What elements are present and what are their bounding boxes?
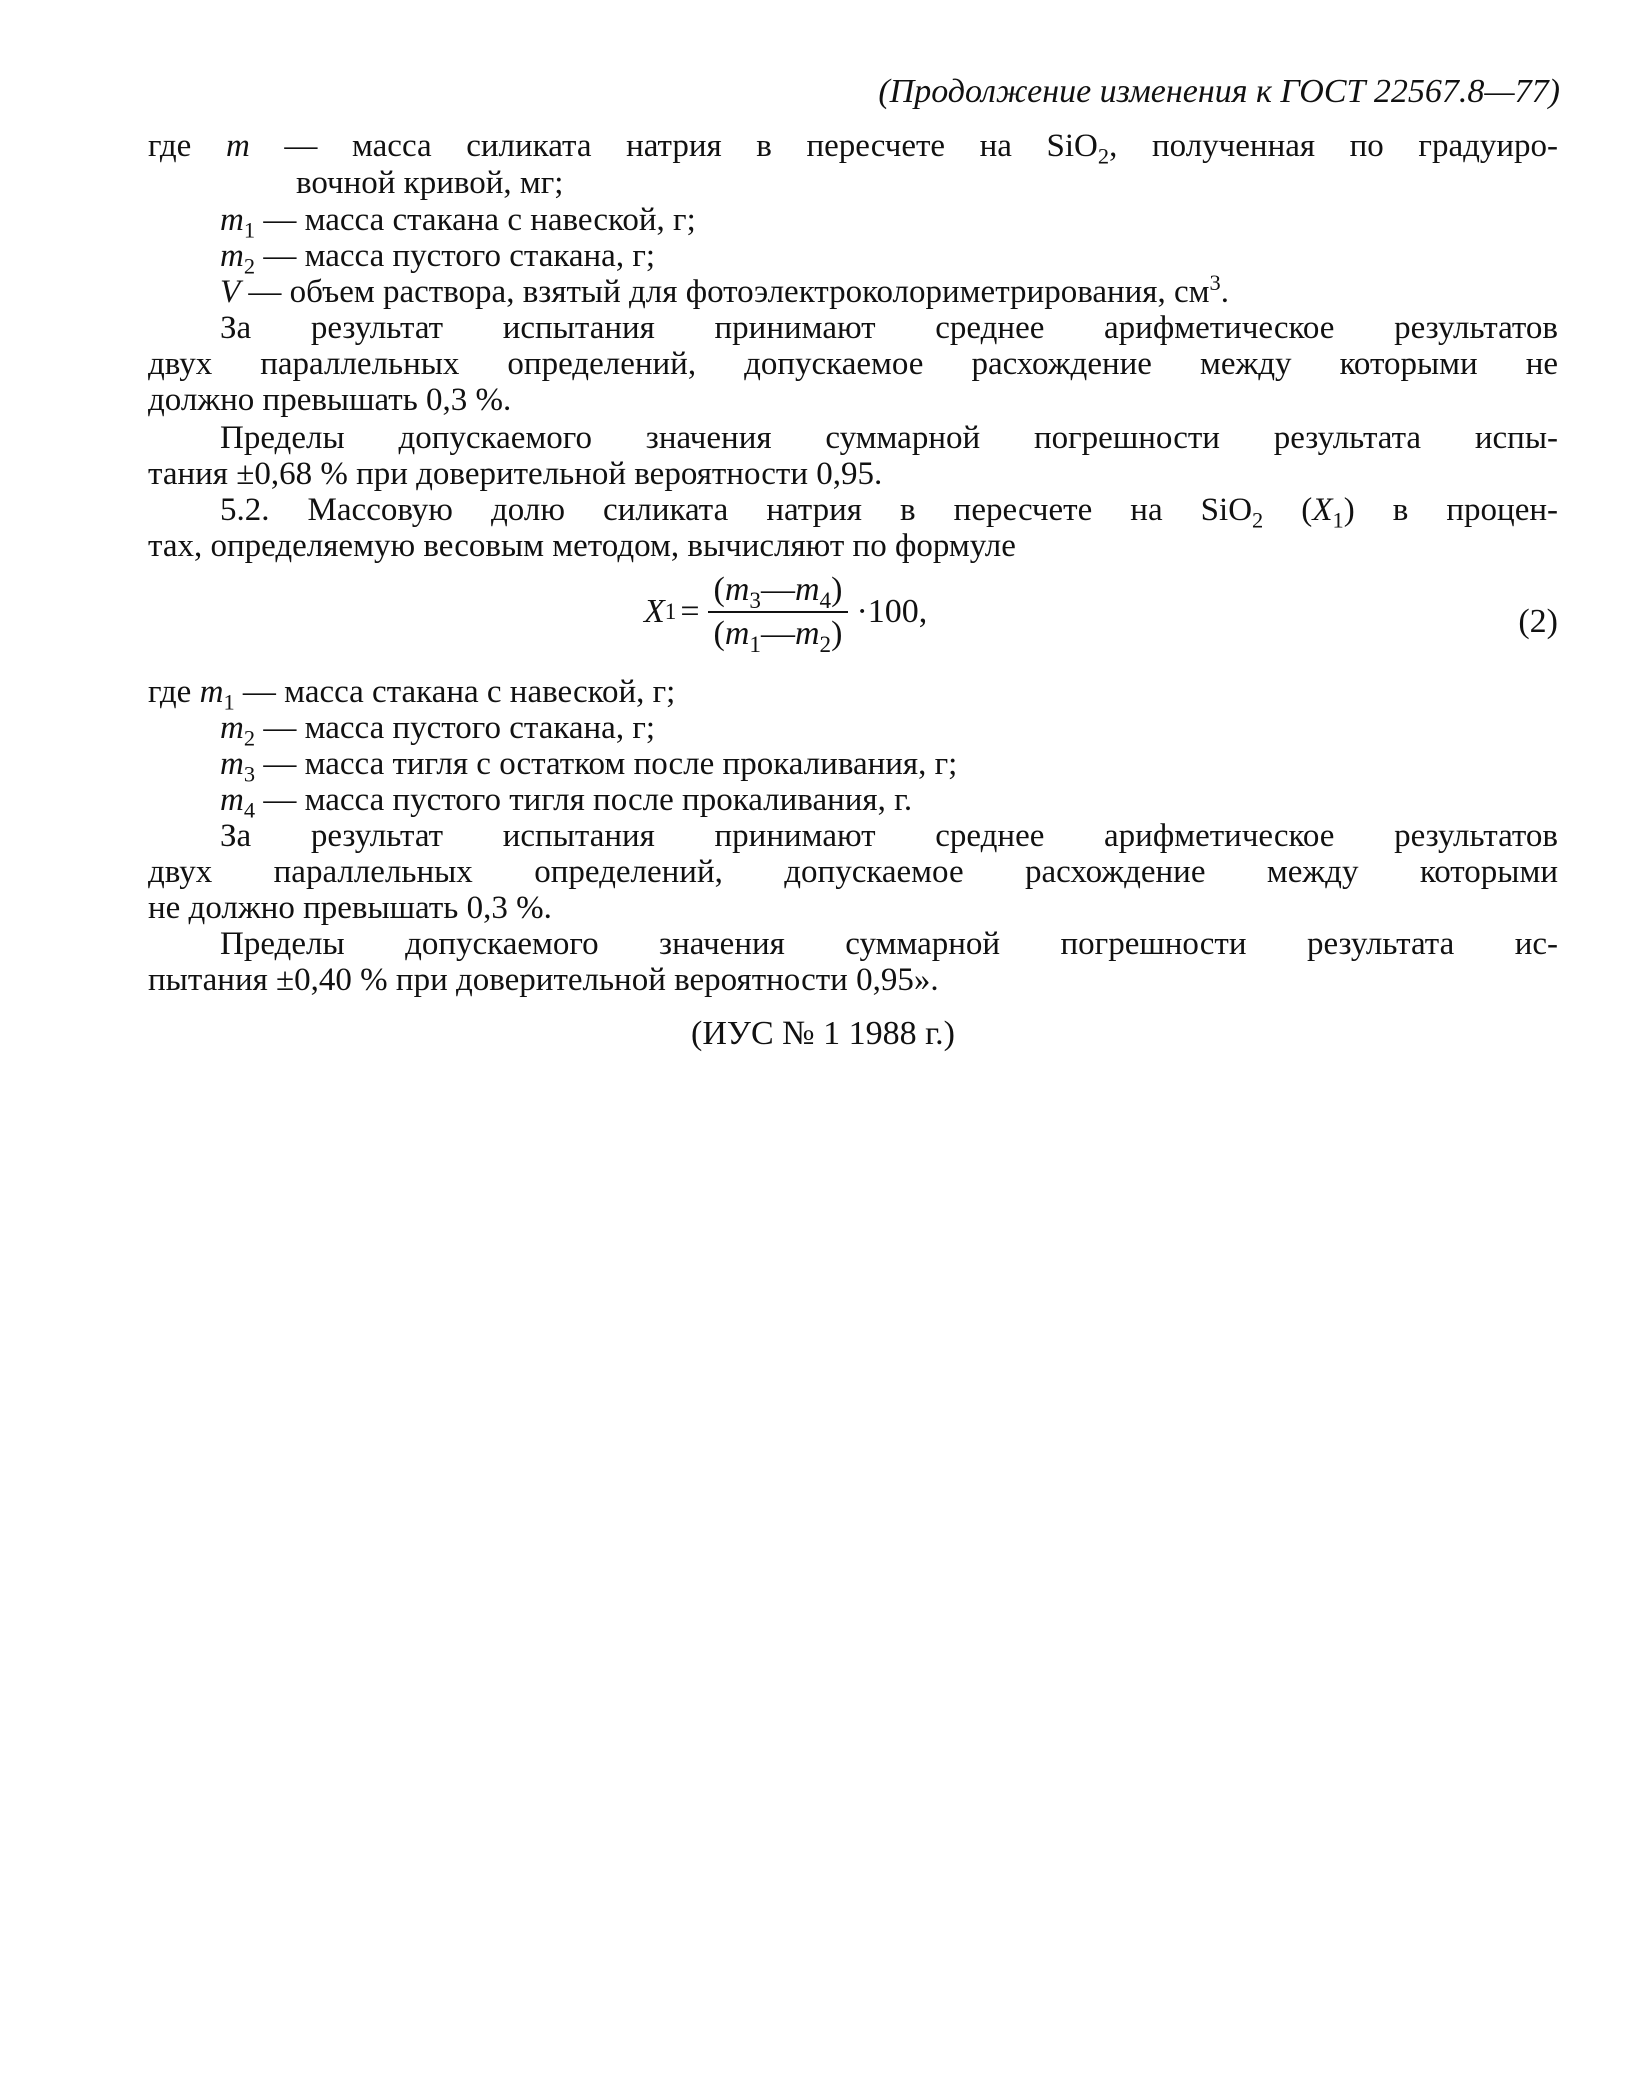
formula-var: m	[794, 571, 820, 608]
def-var: m	[220, 238, 244, 274]
section52-text: ) в процен-	[1343, 492, 1559, 528]
def-m-continuation: вочной кривой, мг;	[296, 165, 564, 201]
def-var: m	[220, 202, 244, 238]
section52-line2: тах, определяемую весовым методом, вычисляют по формуле	[148, 528, 1016, 564]
def2-m3-line	[148, 746, 1630, 787]
def-m2-line	[148, 238, 1630, 279]
formula-2: X 1 = $\frac{(m_3—m_4)}{(m_1—m_2)}$ ·100,	[644, 571, 928, 658]
para3-line1: За результат испытания принимают среднее арифметическое результатов	[220, 818, 1558, 854]
para3-line3: не должно превышать 0,3 %.	[148, 890, 552, 926]
formula-tail: ·100,	[856, 593, 928, 630]
section52-sub: 2	[1252, 507, 1264, 533]
def-text: — масса стакана с навеской, г;	[242, 674, 676, 710]
para4-line2: пытания ±0,40 % при доверительной вероятности 0,95».	[148, 962, 939, 998]
section52-text: 5.2. Массовую долю силиката натрия в пересчете на SiO	[220, 492, 1253, 528]
def-sub: 1	[223, 689, 235, 715]
para4-line1: Пределы допускаемого значения суммарной погрешности результата ис-	[220, 926, 1558, 962]
formula-sub: 3	[749, 587, 761, 614]
def-sub: 2	[1097, 143, 1110, 169]
section52-text: (	[1263, 492, 1313, 528]
para3-line2: двух параллельных определений, допускаемое расхождение между которыми	[148, 854, 1558, 890]
def-var: m	[225, 128, 250, 164]
page-header: (Продолжение изменения к ГОСТ 22567.8—77)	[878, 73, 1560, 110]
formula-denominator	[708, 613, 849, 658]
def-intro: где	[148, 674, 192, 710]
def-text: — масса стакана с навеской, г;	[263, 202, 696, 238]
def-text: — масса пустого стакана, г;	[263, 238, 656, 274]
def-var: m	[220, 746, 244, 782]
formula-sub: 4	[819, 587, 832, 614]
def-text: — масса пустого стакана, г;	[263, 710, 656, 746]
def-text: — масса тигля с остатком после прокаливания, г;	[263, 746, 958, 782]
formula-var: m	[794, 615, 820, 652]
formula-sub: 1	[749, 631, 761, 658]
formula-equals: =	[680, 593, 700, 630]
minus: —	[760, 615, 795, 652]
def-text: — масса пустого тигля после прокаливания, г.	[263, 782, 913, 818]
paren: )	[831, 615, 843, 652]
def-end: .	[1220, 274, 1229, 310]
formula-fraction	[708, 571, 849, 658]
para1-line3: должно превышать 0,3 %.	[148, 382, 512, 418]
def-m-line	[148, 128, 1559, 169]
def-sub: 1	[243, 217, 256, 243]
para1-line2: двух параллельных определений, допускаемое расхождение между которыми не	[148, 346, 1558, 382]
para2-line1: Пределы допускаемого значения суммарной погрешности результата испы-	[220, 420, 1558, 456]
def-m1-line	[148, 202, 1630, 243]
paren: )	[831, 571, 843, 608]
section52-line1	[148, 492, 1559, 533]
def-text: — объем раствора, взятый для фотоэлектроколориметрирования, см	[248, 274, 1210, 310]
def-var: m	[199, 674, 224, 710]
formula-numerator	[708, 572, 849, 613]
formula-lhs-var: X	[644, 593, 665, 630]
def2-m4-line	[148, 782, 1630, 823]
def-var: m	[220, 710, 244, 746]
formula-number: (2)	[1518, 603, 1558, 640]
def-var: V	[220, 274, 241, 310]
def-sub: 4	[243, 797, 256, 823]
def2-m1-line	[148, 674, 1558, 715]
def-sub: 2	[243, 253, 256, 279]
def-text: — масса силиката натрия в пересчете на SiO	[284, 128, 1098, 164]
formula-var: m	[724, 571, 750, 608]
def-sup: 3	[1209, 270, 1221, 295]
def-sub: 3	[243, 761, 256, 787]
def-intro: где	[148, 128, 192, 164]
para2-line2: тания ±0,68 % при доверительной вероятности 0,95.	[148, 456, 883, 492]
def-var: m	[220, 782, 244, 818]
formula-sub: 2	[819, 631, 832, 658]
paren: (	[713, 615, 725, 652]
def2-m2-line	[148, 710, 1630, 751]
section52-var-sub: 1	[1332, 507, 1344, 533]
formula-var: m	[724, 615, 750, 652]
def-v-line	[148, 270, 1630, 310]
paren: (	[713, 571, 725, 608]
minus: —	[760, 571, 795, 608]
def-sub: 2	[243, 725, 256, 751]
def-text-after: , полученная по градуиро-	[1109, 128, 1559, 164]
footer-source: (ИУС № 1 1988 г.)	[691, 1015, 955, 1052]
section52-var: X	[1312, 492, 1333, 528]
para1-line1: За результат испытания принимают среднее арифметическое результатов	[220, 310, 1558, 346]
